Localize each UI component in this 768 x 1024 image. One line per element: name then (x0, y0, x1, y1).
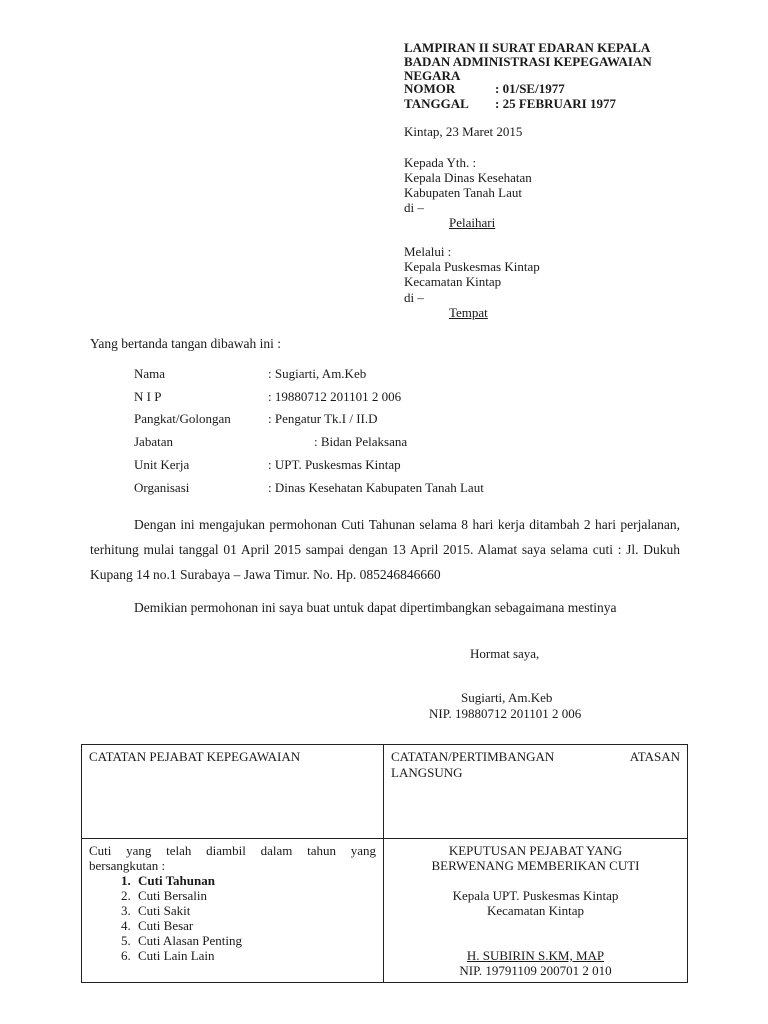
cuti-list-item: 4. Cuti Besar (134, 918, 376, 933)
field-value-unit-kerja: : UPT. Puskesmas Kintap (268, 457, 401, 472)
notes-cell-decision (384, 839, 688, 983)
notes-cell-cuti-history (82, 839, 384, 983)
cuti-list-item: 6. Cuti Lain Lain (134, 948, 376, 963)
decision-title-line2: BERWENANG MEMBERIKAN CUTI (431, 858, 640, 873)
signature-name: Sugiarti, Am.Keb (461, 690, 553, 705)
official-nip: NIP. 19791109 200701 2 010 (459, 963, 612, 978)
notes-cell-atasan-word1: CATATAN/PERTIMBANGAN (391, 749, 555, 764)
field-value-jabatan: : Bidan Pelaksana (314, 434, 408, 449)
official-title-line1: Kepala UPT. Puskesmas Kintap (452, 888, 619, 903)
field-value-organisasi: : Dinas Kesehatan Kabupaten Tanah Laut (268, 480, 484, 495)
header-tanggal-label: TANGGAL (404, 96, 469, 111)
header-nomor-label: NOMOR (404, 81, 456, 96)
notes-cell-kepegawaian (82, 745, 384, 839)
intro-text: Yang bertanda tangan dibawah ini : (90, 336, 281, 351)
signature-nip: NIP. 19880712 201101 2 006 (429, 706, 582, 721)
recipient-greeting: Kepada Yth. : (404, 155, 477, 170)
cuti-list (89, 873, 376, 963)
cuti-list-item: 3. Cuti Sakit (134, 903, 376, 918)
via-place: Tempat (449, 305, 488, 320)
official-name: H. SUBIRIN S.KM, MAP (466, 948, 605, 963)
field-label-organisasi: Organisasi (134, 480, 190, 495)
field-label-pangkat: Pangkat/Golongan (134, 411, 231, 426)
field-value-pangkat: : Pengatur Tk.I / II.D (268, 411, 378, 426)
field-label-nama: Nama (134, 366, 166, 381)
decision-title-line1: KEPUTUSAN PEJABAT YANG (448, 843, 623, 858)
via-line1: Kepala Puskesmas Kintap (404, 259, 540, 274)
place-date: Kintap, 23 Maret 2015 (404, 124, 523, 139)
recipient-line1: Kepala Dinas Kesehatan (404, 170, 532, 185)
recipient-line2: Kabupaten Tanah Laut (404, 185, 522, 200)
cuti-history-intro: Cuti yang telah diambil dalam tahun yang bersangkutan : (89, 843, 376, 873)
notes-cell-atasan-word2: ATASAN (629, 749, 680, 764)
body-paragraph-text: Dengan ini mengajukan permohonan Cuti Tahunan selama 8 hari kerja ditambah 2 hari perjalanan, terhitung mulai tanggal 01 April 2015 sampai dengan 13 April 2015. Alamat saya selama cuti : Jl. Dukuh Kupang 14 no.1 Surabaya – Jawa Timur. No. Hp. 085246846660 (90, 517, 680, 582)
cuti-list-item: 2. Cuti Bersalin (134, 888, 376, 903)
notes-cell-kepegawaian-title: CATATAN PEJABAT KEPEGAWAIAN (89, 749, 301, 764)
field-label-nip: N I P (134, 389, 162, 404)
field-label-unit-kerja: Unit Kerja (134, 457, 190, 472)
cuti-list-item: 5. Cuti Alasan Penting (134, 933, 376, 948)
via-label: Melalui : (404, 244, 452, 259)
field-value-nama: : Sugiarti, Am.Keb (268, 366, 367, 381)
recipient-di: di – (404, 200, 424, 215)
header-title-line3: NEGARA (404, 68, 461, 83)
via-line2: Kecamatan Kintap (404, 274, 502, 289)
cuti-list-item: 1. Cuti Tahunan (134, 873, 376, 888)
body-paragraph (90, 512, 680, 587)
via-di: di – (404, 290, 424, 305)
header-tanggal-value: : 25 FEBRUARI 1977 (495, 96, 616, 111)
notes-cell-atasan-line2: LANGSUNG (391, 765, 463, 780)
header-nomor-value: : 01/SE/1977 (495, 81, 565, 96)
official-title-line2: Kecamatan Kintap (486, 903, 585, 918)
signature-salutation: Hormat saya, (470, 646, 540, 661)
notes-table (81, 744, 688, 983)
closing-paragraph: Demikian permohonan ini saya buat untuk dapat dipertimbangkan sebagaimana mestinya (134, 600, 617, 615)
header-title-line1: LAMPIRAN II SURAT EDARAN KEPALA (404, 40, 651, 55)
recipient-place: Pelaihari (449, 215, 496, 230)
field-label-jabatan: Jabatan (134, 434, 173, 449)
header-title-line2: BADAN ADMINISTRASI KEPEGAWAIAN (404, 54, 652, 69)
notes-cell-atasan (384, 745, 688, 839)
field-value-nip: : 19880712 201101 2 006 (268, 389, 402, 404)
